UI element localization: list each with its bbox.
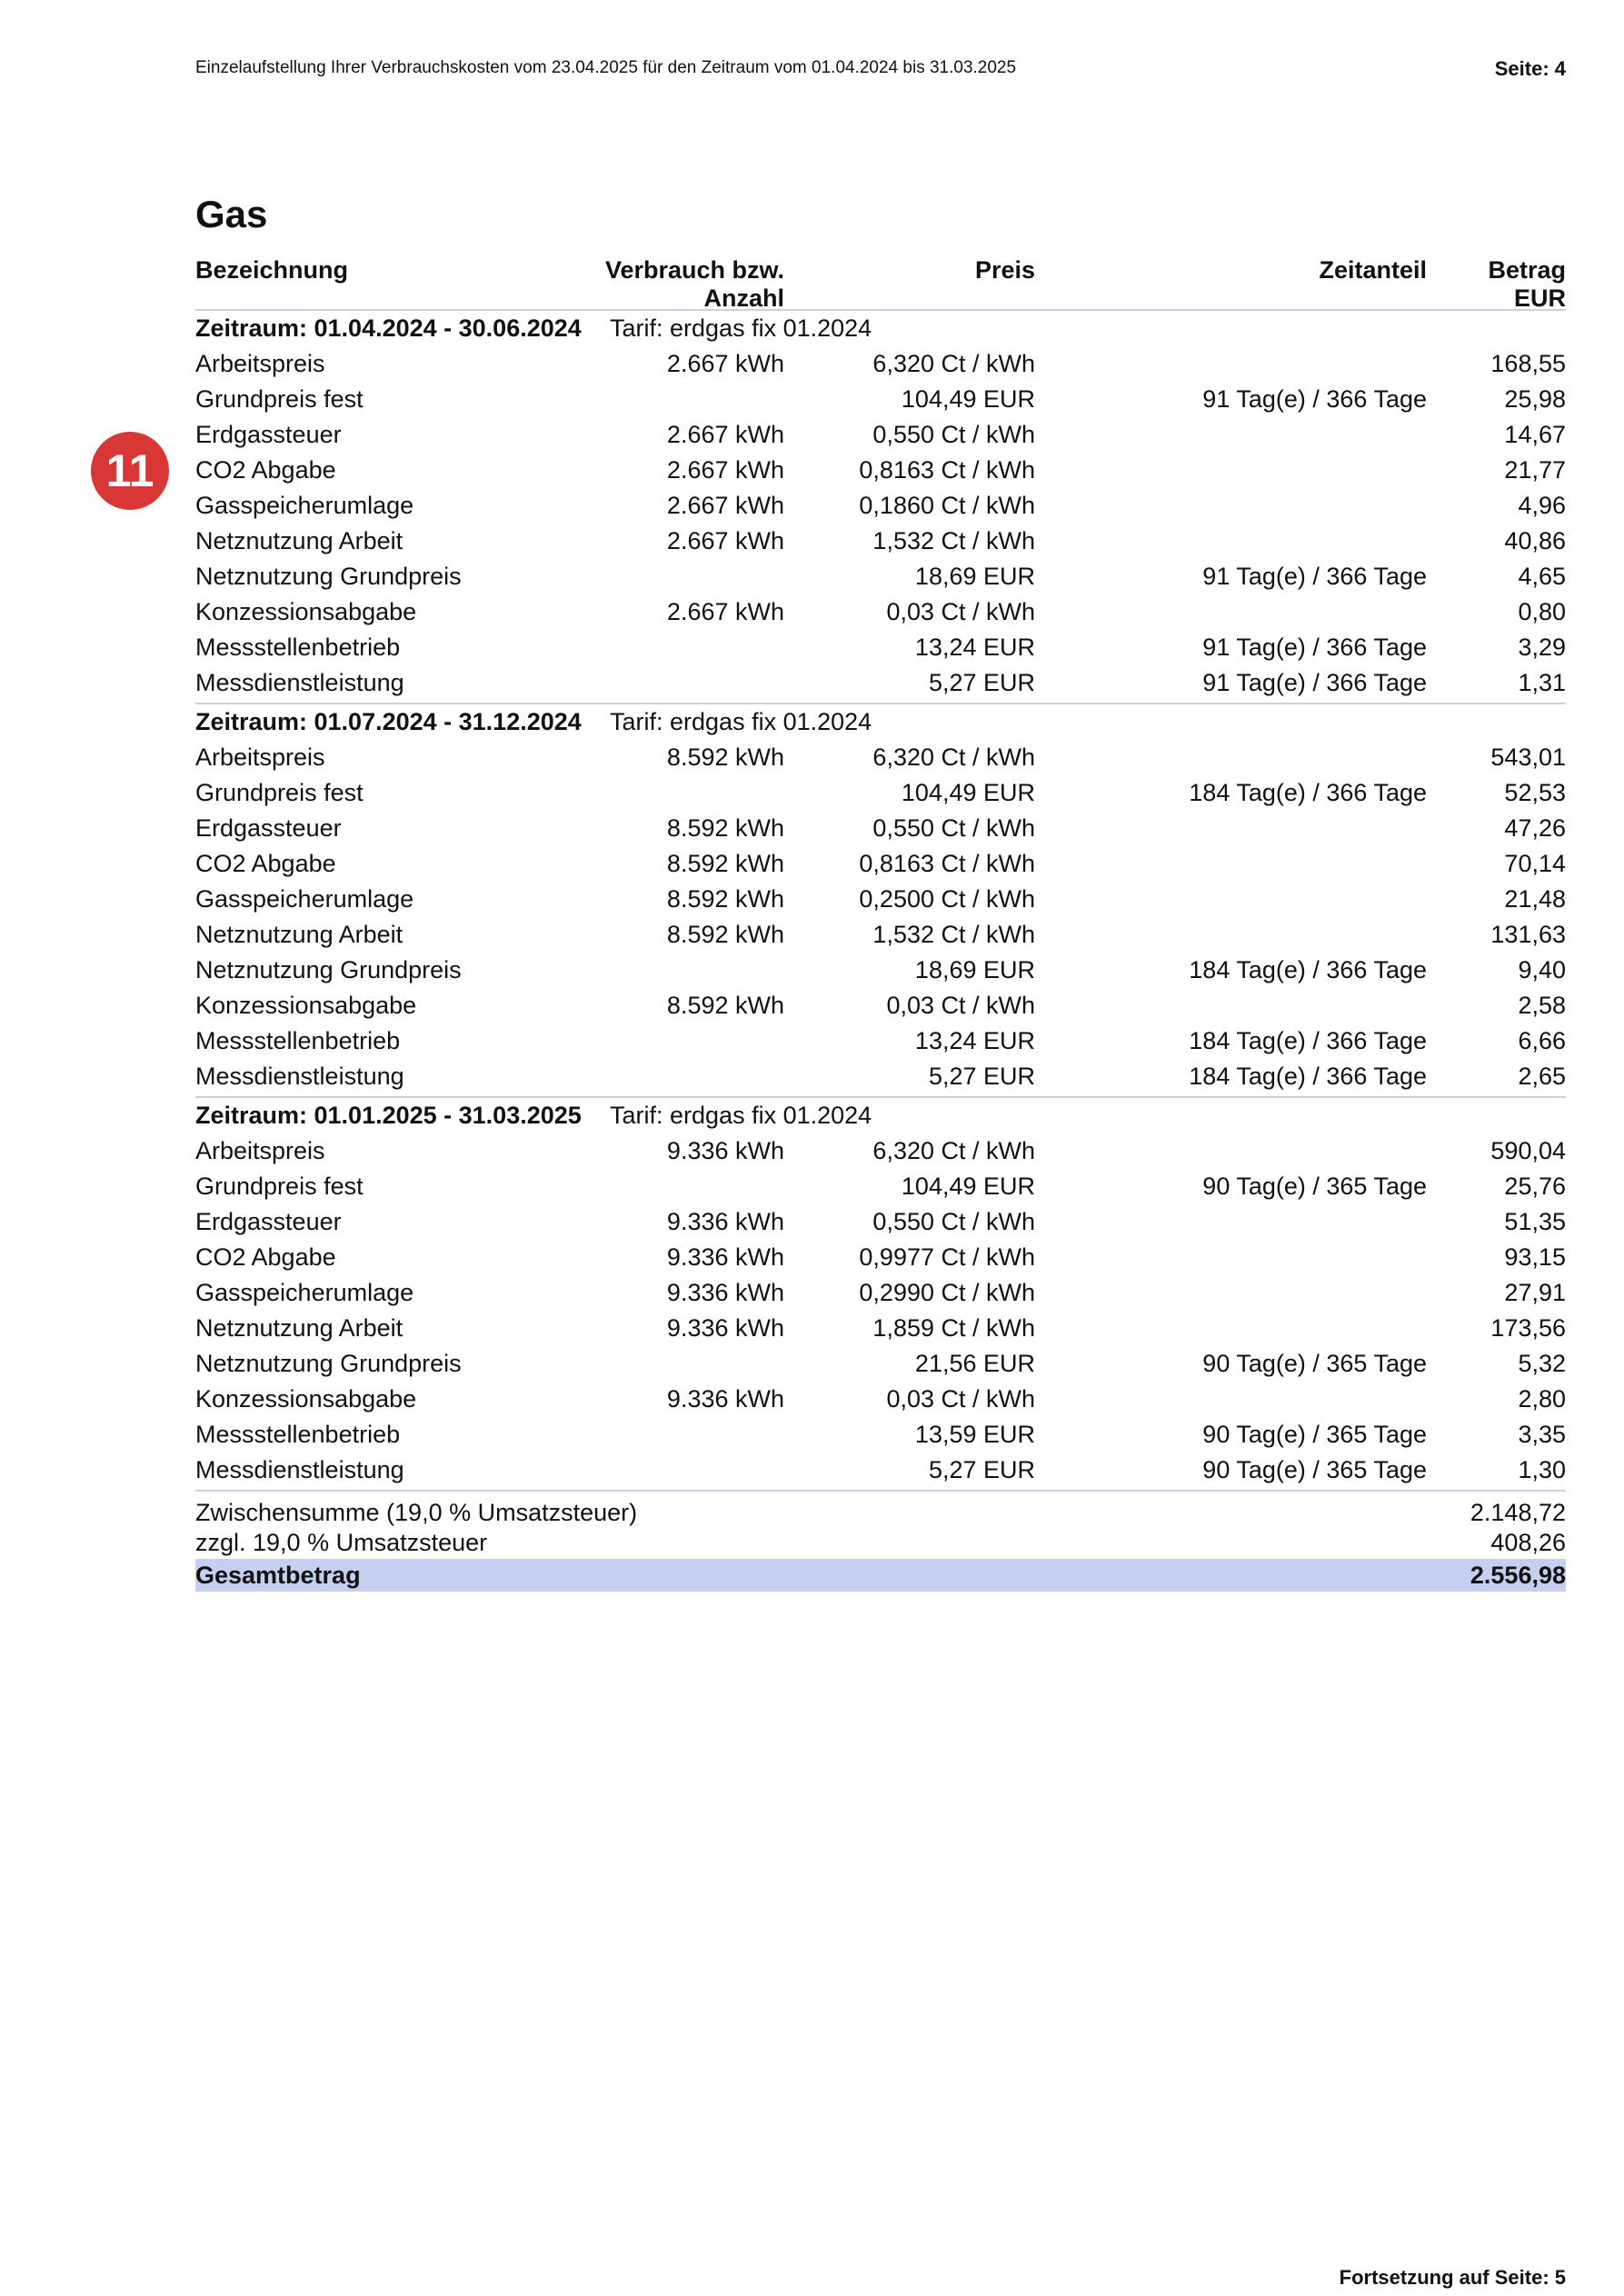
item-name: Grundpreis fest (195, 779, 364, 806)
table-row (195, 811, 1566, 846)
table-row (195, 740, 1566, 775)
table-row (195, 917, 1566, 953)
item-name: Netznutzung Arbeit (195, 921, 404, 948)
item-price: 0,550 Ct / kWh (872, 814, 1035, 842)
item-time-share: 91 Tag(e) / 366 Tage (1202, 669, 1427, 696)
period-header (195, 1098, 1566, 1133)
table-row (195, 630, 1566, 665)
item-price: 0,2500 Ct / kWh (859, 885, 1035, 913)
period-header (195, 311, 1566, 346)
item-price: 104,49 EUR (901, 779, 1035, 806)
item-quantity: 8.592 kWh (666, 814, 784, 842)
item-price: 13,59 EUR (914, 1421, 1035, 1448)
item-name: Messdienstleistung (195, 669, 404, 696)
period-header (195, 704, 1566, 740)
table-row (195, 559, 1566, 594)
item-amount: 168,55 (1490, 350, 1566, 377)
item-time-share: 90 Tag(e) / 365 Tage (1202, 1173, 1427, 1200)
item-amount: 590,04 (1490, 1137, 1566, 1164)
table-row (195, 665, 1566, 704)
total-label: Gesamtbetrag (195, 1562, 361, 1589)
table-row (195, 1133, 1566, 1169)
item-amount: 1,30 (1518, 1456, 1566, 1483)
table-row (195, 417, 1566, 453)
item-name: CO2 Abgabe (195, 850, 336, 877)
item-amount: 5,32 (1518, 1350, 1566, 1377)
item-amount: 9,40 (1518, 956, 1566, 983)
table-row (195, 1275, 1566, 1311)
continuation-note: Fortsetzung auf Seite: 5 (1339, 2266, 1566, 2289)
item-quantity: 2.667 kWh (666, 456, 784, 484)
item-name: Erdgassteuer (195, 814, 342, 842)
total-value: 2.556,98 (1470, 1562, 1566, 1589)
item-quantity: 8.592 kWh (666, 850, 784, 877)
item-price: 0,03 Ct / kWh (886, 992, 1035, 1019)
item-name: Konzessionsabgabe (195, 992, 417, 1019)
col-header-time-share: Zeitanteil (1319, 256, 1427, 284)
period-label: Zeitraum: 01.07.2024 - 31.12.2024 (195, 708, 582, 735)
item-price: 5,27 EUR (928, 1063, 1035, 1090)
table-row (195, 1059, 1566, 1098)
table-row (195, 775, 1566, 811)
item-price: 5,27 EUR (928, 669, 1035, 696)
item-quantity: 9.336 kWh (666, 1208, 784, 1235)
table-row (195, 382, 1566, 417)
item-time-share: 184 Tag(e) / 366 Tage (1189, 1027, 1427, 1054)
item-quantity: 9.336 kWh (666, 1314, 784, 1342)
period-label: Zeitraum: 01.01.2025 - 31.03.2025 (195, 1102, 582, 1129)
item-name: Erdgassteuer (195, 421, 342, 448)
item-name: Konzessionsabgabe (195, 1385, 417, 1413)
table-row (195, 1240, 1566, 1275)
subtotal-label: Zwischensumme (19,0 % Umsatzsteuer) (195, 1499, 638, 1526)
item-name: Gasspeicherumlage (195, 1279, 414, 1306)
item-price: 0,550 Ct / kWh (872, 1208, 1035, 1235)
table-row (195, 953, 1566, 988)
period-label: Zeitraum: 01.04.2024 - 30.06.2024 (195, 314, 582, 342)
item-amount: 25,76 (1504, 1173, 1566, 1200)
item-name: Messstellenbetrieb (195, 1421, 401, 1448)
item-amount: 131,63 (1490, 921, 1566, 948)
item-name: Arbeitspreis (195, 744, 325, 771)
item-price: 0,550 Ct / kWh (872, 421, 1035, 448)
item-price: 13,24 EUR (914, 1027, 1035, 1054)
item-name: Grundpreis fest (195, 385, 364, 413)
item-time-share: 184 Tag(e) / 366 Tage (1189, 1063, 1427, 1090)
item-price: 6,320 Ct / kWh (872, 744, 1035, 771)
item-name: Netznutzung Grundpreis (195, 956, 462, 983)
item-quantity: 2.667 kWh (666, 598, 784, 625)
table-row (195, 1452, 1566, 1492)
item-time-share: 184 Tag(e) / 366 Tage (1189, 779, 1427, 806)
table-row (195, 988, 1566, 1023)
item-name: Konzessionsabgabe (195, 598, 417, 625)
item-quantity: 9.336 kWh (666, 1243, 784, 1271)
item-amount: 25,98 (1504, 385, 1566, 413)
item-quantity: 9.336 kWh (666, 1137, 784, 1164)
item-price: 0,9977 Ct / kWh (859, 1243, 1035, 1271)
tariff-label: Tarif: erdgas fix 01.2024 (610, 314, 872, 342)
period-groups (195, 311, 1566, 1492)
item-amount: 4,65 (1518, 563, 1566, 590)
item-price: 6,320 Ct / kWh (872, 1137, 1035, 1164)
item-name: Netznutzung Arbeit (195, 1314, 404, 1342)
item-price: 1,532 Ct / kWh (872, 527, 1035, 554)
table-header (195, 253, 1566, 311)
table-row (195, 453, 1566, 488)
item-price: 1,859 Ct / kWh (872, 1314, 1035, 1342)
item-price: 18,69 EUR (914, 956, 1035, 983)
item-name: CO2 Abgabe (195, 1243, 336, 1271)
cost-table (195, 253, 1566, 1592)
item-quantity: 8.592 kWh (666, 885, 784, 913)
item-amount: 21,77 (1504, 456, 1566, 484)
item-name: Netznutzung Arbeit (195, 527, 404, 554)
vat-value: 408,26 (1490, 1529, 1566, 1556)
item-price: 1,532 Ct / kWh (872, 921, 1035, 948)
item-quantity: 8.592 kWh (666, 992, 784, 1019)
vat-row (195, 1527, 1566, 1559)
item-amount: 173,56 (1490, 1314, 1566, 1342)
item-quantity: 8.592 kWh (666, 744, 784, 771)
item-quantity: 2.667 kWh (666, 527, 784, 554)
col-header-price: Preis (974, 256, 1035, 284)
item-name: Netznutzung Grundpreis (195, 563, 462, 590)
item-amount: 0,80 (1518, 598, 1566, 625)
item-amount: 3,35 (1518, 1421, 1566, 1448)
item-price: 104,49 EUR (901, 1173, 1035, 1200)
item-amount: 93,15 (1504, 1243, 1566, 1271)
item-amount: 40,86 (1504, 527, 1566, 554)
item-amount: 2,58 (1518, 992, 1566, 1019)
item-time-share: 91 Tag(e) / 366 Tage (1202, 385, 1427, 413)
item-price: 18,69 EUR (914, 563, 1035, 590)
item-quantity: 8.592 kWh (666, 921, 784, 948)
subtotal-row (195, 1495, 1566, 1527)
item-amount: 4,96 (1518, 492, 1566, 519)
item-price: 0,8163 Ct / kWh (859, 850, 1035, 877)
item-price: 0,8163 Ct / kWh (859, 456, 1035, 484)
table-row (195, 1382, 1566, 1417)
section-title: Gas (195, 193, 268, 235)
col-header-quantity: Verbrauch bzw. Anzahl (604, 256, 784, 312)
total-row (195, 1559, 1566, 1592)
table-row (195, 846, 1566, 882)
item-time-share: 91 Tag(e) / 366 Tage (1202, 634, 1427, 661)
vat-label: zzgl. 19,0 % Umsatzsteuer (195, 1529, 488, 1556)
item-price: 104,49 EUR (901, 385, 1035, 413)
item-price: 0,03 Ct / kWh (886, 598, 1035, 625)
item-price: 6,320 Ct / kWh (872, 350, 1035, 377)
item-name: Messdienstleistung (195, 1456, 404, 1483)
item-name: Grundpreis fest (195, 1173, 364, 1200)
item-name: Gasspeicherumlage (195, 492, 414, 519)
table-row (195, 346, 1566, 382)
tariff-label: Tarif: erdgas fix 01.2024 (610, 1102, 872, 1129)
tariff-label: Tarif: erdgas fix 01.2024 (610, 708, 872, 735)
item-amount: 543,01 (1490, 744, 1566, 771)
item-quantity: 2.667 kWh (666, 421, 784, 448)
item-amount: 1,31 (1518, 669, 1566, 696)
item-time-share: 184 Tag(e) / 366 Tage (1189, 956, 1427, 983)
item-price: 0,03 Ct / kWh (886, 1385, 1035, 1413)
item-time-share: 90 Tag(e) / 365 Tage (1202, 1350, 1427, 1377)
item-amount: 6,66 (1518, 1027, 1566, 1054)
document-header: Einzelaufstellung Ihrer Verbrauchskosten vom 23.04.2025 für den Zeitraum vom 01.04.2024 bis 31.03.2025 (195, 58, 1017, 77)
item-time-share: 90 Tag(e) / 365 Tage (1202, 1456, 1427, 1483)
item-amount: 2,80 (1518, 1385, 1566, 1413)
item-name: Netznutzung Grundpreis (195, 1350, 462, 1377)
item-amount: 2,65 (1518, 1063, 1566, 1090)
item-price: 5,27 EUR (928, 1456, 1035, 1483)
item-name: Gasspeicherumlage (195, 885, 414, 913)
item-amount: 51,35 (1504, 1208, 1566, 1235)
table-row (195, 1023, 1566, 1059)
table-row (195, 1169, 1566, 1204)
item-name: Arbeitspreis (195, 350, 325, 377)
item-amount: 21,48 (1504, 885, 1566, 913)
item-quantity: 9.336 kWh (666, 1279, 784, 1306)
table-row (195, 1311, 1566, 1346)
table-row (195, 488, 1566, 524)
item-time-share: 91 Tag(e) / 366 Tage (1202, 563, 1427, 590)
item-name: CO2 Abgabe (195, 456, 336, 484)
col-header-name: Bezeichnung (195, 256, 349, 284)
item-amount: 27,91 (1504, 1279, 1566, 1306)
item-price: 0,2990 Ct / kWh (859, 1279, 1035, 1306)
table-row (195, 1204, 1566, 1240)
item-amount: 52,53 (1504, 779, 1566, 806)
item-quantity: 9.336 kWh (666, 1385, 784, 1413)
item-quantity: 2.667 kWh (666, 492, 784, 519)
table-row (195, 1346, 1566, 1382)
item-name: Messstellenbetrieb (195, 634, 401, 661)
item-price: 13,24 EUR (914, 634, 1035, 661)
step-number-badge: 11 (91, 432, 169, 510)
item-name: Erdgassteuer (195, 1208, 342, 1235)
item-time-share: 90 Tag(e) / 365 Tage (1202, 1421, 1427, 1448)
item-amount: 14,67 (1504, 421, 1566, 448)
item-price: 21,56 EUR (914, 1350, 1035, 1377)
table-row (195, 524, 1566, 559)
item-name: Arbeitspreis (195, 1137, 325, 1164)
item-name: Messstellenbetrieb (195, 1027, 401, 1054)
item-amount: 70,14 (1504, 850, 1566, 877)
item-amount: 47,26 (1504, 814, 1566, 842)
subtotal-value: 2.148,72 (1470, 1499, 1566, 1526)
item-name: Messdienstleistung (195, 1063, 404, 1090)
item-amount: 3,29 (1518, 634, 1566, 661)
page-number: Seite: 4 (1494, 57, 1566, 80)
col-header-amount: Betrag EUR (1488, 256, 1566, 312)
table-row (195, 882, 1566, 917)
item-quantity: 2.667 kWh (666, 350, 784, 377)
table-row (195, 594, 1566, 630)
item-price: 0,1860 Ct / kWh (859, 492, 1035, 519)
table-row (195, 1417, 1566, 1452)
